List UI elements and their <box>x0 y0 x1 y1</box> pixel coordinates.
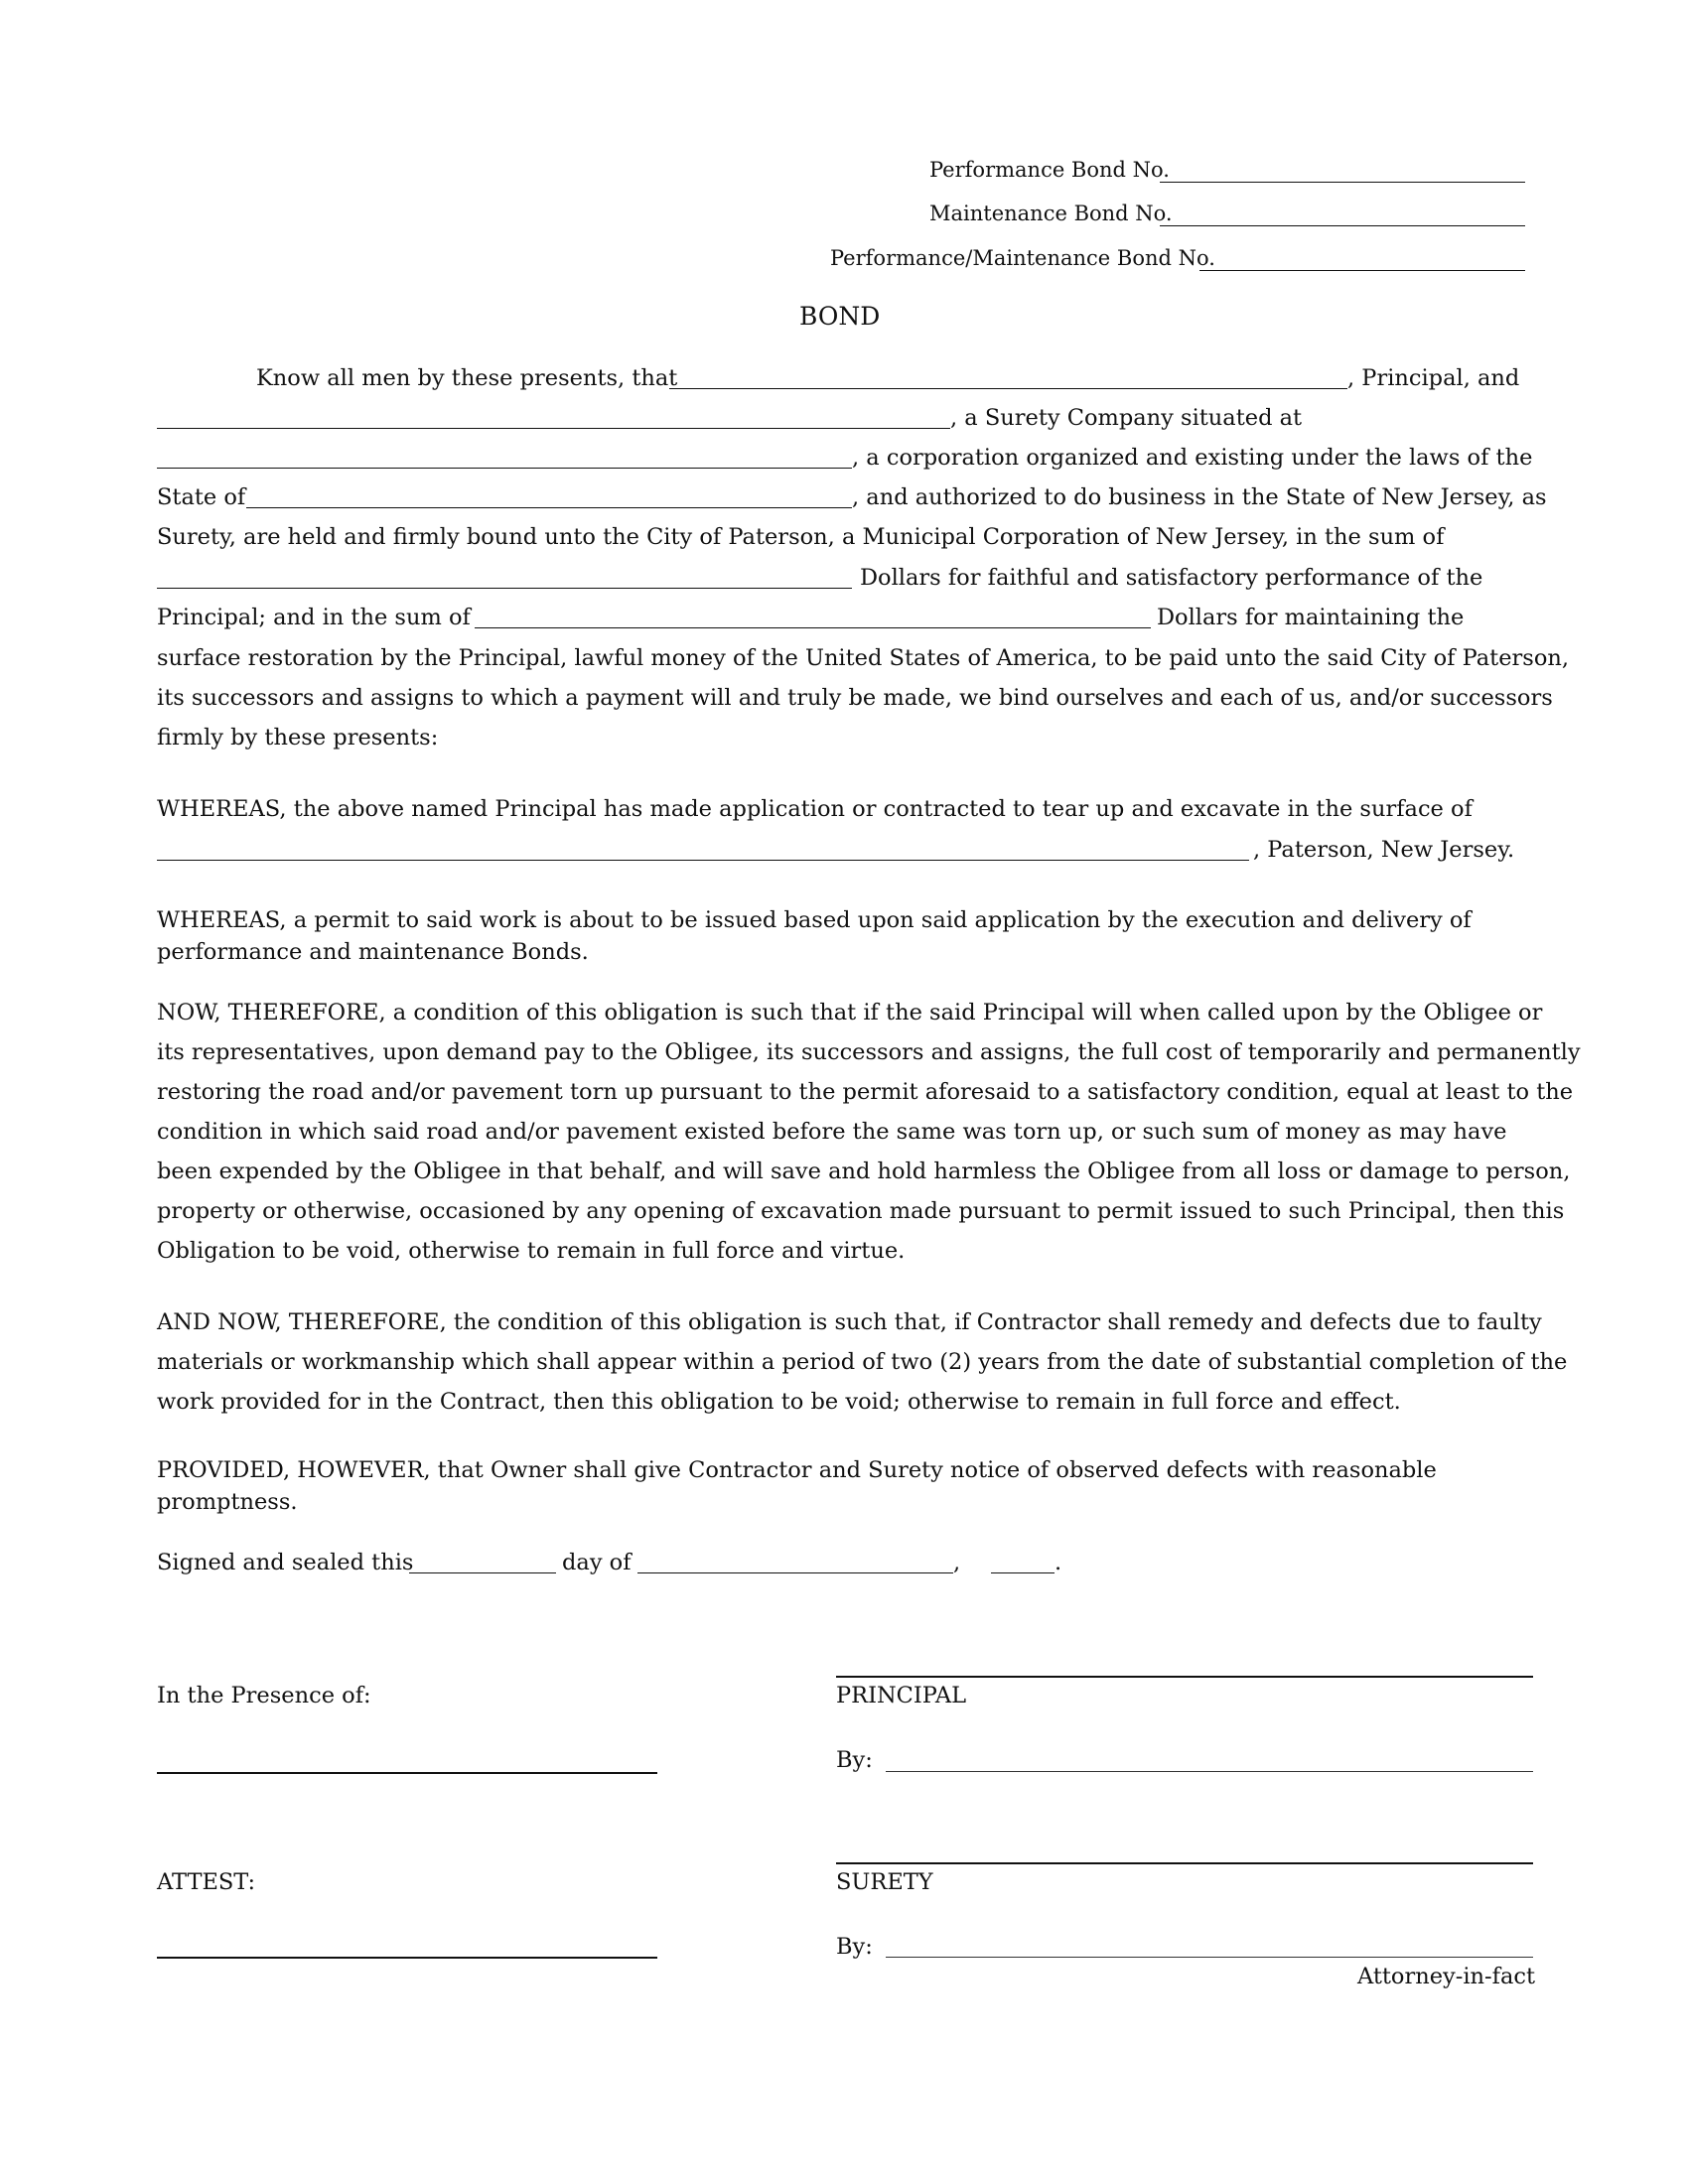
intro-line-5: Surety, are held and firmly bound unto the City of Paterson, a Municipal Corporation of New Jersey, in the sum of <box>157 524 1445 550</box>
by-label-surety: By: <box>836 1934 873 1960</box>
signed-day-field[interactable] <box>409 1572 556 1573</box>
attest-signature-line[interactable] <box>157 1957 657 1959</box>
whereas-2-line-2: performance and maintenance Bonds. <box>157 939 589 965</box>
surety-company-field[interactable] <box>157 428 950 429</box>
now-therefore-line-3: restoring the road and/or pavement torn up pursuant to the permit aforesaid to a satisfactory condition, equal at least to the <box>157 1079 1574 1105</box>
intro-line-10: firmly by these presents: <box>157 725 439 751</box>
principal-signature-line[interactable] <box>836 1676 1533 1678</box>
provided-line-1: PROVIDED, HOWEVER, that Owner shall give Contractor and Surety notice of observed defects with reasonable <box>157 1457 1437 1483</box>
signed-period: . <box>1055 1550 1062 1575</box>
surety-label: SURETY <box>836 1869 933 1895</box>
intro-line-9: its successors and assigns to which a payment will and truly be made, we bind ourselves and each of us, and/or successors <box>157 685 1553 711</box>
perf-maint-bond-label: Performance/Maintenance Bond No. <box>830 246 1215 270</box>
signed-comma: , <box>953 1550 961 1575</box>
intro-line-6b: Dollars for faithful and satisfactory performance of the <box>860 565 1483 591</box>
document-title: BOND <box>799 302 881 331</box>
intro-line-7b: Dollars for maintaining the <box>1157 605 1465 630</box>
maintenance-bond-label: Maintenance Bond No. <box>929 202 1173 225</box>
principal-by-signature-line[interactable] <box>886 1771 1533 1772</box>
day-of-label: day of <box>562 1550 632 1575</box>
intro-line-4a: State of <box>157 484 246 510</box>
now-therefore-line-5: been expended by the Obligee in that behalf, and will save and hold harmless the Obligee from all loss or damage to person, <box>157 1159 1571 1184</box>
whereas-2-line-1: WHEREAS, a permit to said work is about to be issued based upon said application by the execution and delivery of <box>157 907 1472 933</box>
whereas-1-line-1: WHEREAS, the above named Principal has made application or contracted to tear up and excavate in the surface of <box>157 796 1473 822</box>
witness-signature-line[interactable] <box>157 1772 657 1774</box>
whereas-1-line-2b: , Paterson, New Jersey. <box>1253 837 1515 863</box>
signed-year-field[interactable] <box>991 1572 1055 1573</box>
intro-line-4b: , and authorized to do business in the State of New Jersey, as <box>852 484 1547 510</box>
intro-line-1b: , Principal, and <box>1347 365 1520 391</box>
principal-name-field[interactable] <box>669 388 1347 389</box>
now-therefore-line-7: Obligation to be void, otherwise to remain in full force and virtue. <box>157 1238 906 1264</box>
performance-bond-number-field[interactable] <box>1160 182 1525 183</box>
intro-line-8: surface restoration by the Principal, lawful money of the United States of America, to be paid unto the said City of Paterson, <box>157 645 1570 671</box>
by-label-principal: By: <box>836 1747 873 1773</box>
provided-line-2: promptness. <box>157 1489 298 1515</box>
surety-signature-line[interactable] <box>836 1862 1533 1864</box>
and-now-therefore-line-2: materials or workmanship which shall appear within a period of two (2) years from the date of substantial completion of the <box>157 1349 1568 1375</box>
presence-label: In the Presence of: <box>157 1683 371 1708</box>
intro-line-2b: , a Surety Company situated at <box>950 405 1303 431</box>
and-now-therefore-line-3: work provided for in the Contract, then this obligation to be void; otherwise to remain in full force and effect. <box>157 1389 1401 1415</box>
intro-line-3b: , a corporation organized and existing under the laws of the <box>852 445 1533 471</box>
state-of-incorporation-field[interactable] <box>246 507 852 508</box>
intro-line-1a: Know all men by these presents, that <box>256 365 678 391</box>
perf-maint-bond-number-field[interactable] <box>1199 270 1525 271</box>
intro-line-7a: Principal; and in the sum of <box>157 605 471 630</box>
attest-label: ATTEST: <box>157 1869 256 1895</box>
principal-label: PRINCIPAL <box>836 1683 967 1708</box>
now-therefore-line-4: condition in which said road and/or pavement existed before the same was torn up, or such sum of money as may have <box>157 1119 1507 1145</box>
signed-sealed-label: Signed and sealed this <box>157 1550 414 1575</box>
and-now-therefore-line-1: AND NOW, THEREFORE, the condition of this obligation is such that, if Contractor shall remedy and defects due to faulty <box>157 1309 1542 1335</box>
attorney-in-fact-label: Attorney-in-fact <box>1357 1964 1536 1989</box>
performance-sum-field[interactable] <box>157 588 852 589</box>
signed-month-field[interactable] <box>637 1572 953 1573</box>
now-therefore-line-2: its representatives, upon demand pay to the Obligee, its successors and assigns, the full cost of temporarily and permanently <box>157 1039 1581 1065</box>
maintenance-sum-field[interactable] <box>475 627 1151 628</box>
now-therefore-line-6: property or otherwise, occasioned by any opening of excavation made pursuant to permit issued to such Principal, then this <box>157 1198 1565 1224</box>
now-therefore-line-1: NOW, THEREFORE, a condition of this obligation is such that if the said Principal will when called upon by the Obligee or <box>157 1000 1543 1025</box>
excavation-location-field[interactable] <box>157 860 1249 861</box>
surety-by-signature-line[interactable] <box>886 1957 1533 1958</box>
surety-location-field[interactable] <box>157 468 852 469</box>
performance-bond-label: Performance Bond No. <box>929 158 1170 182</box>
maintenance-bond-number-field[interactable] <box>1160 225 1525 226</box>
